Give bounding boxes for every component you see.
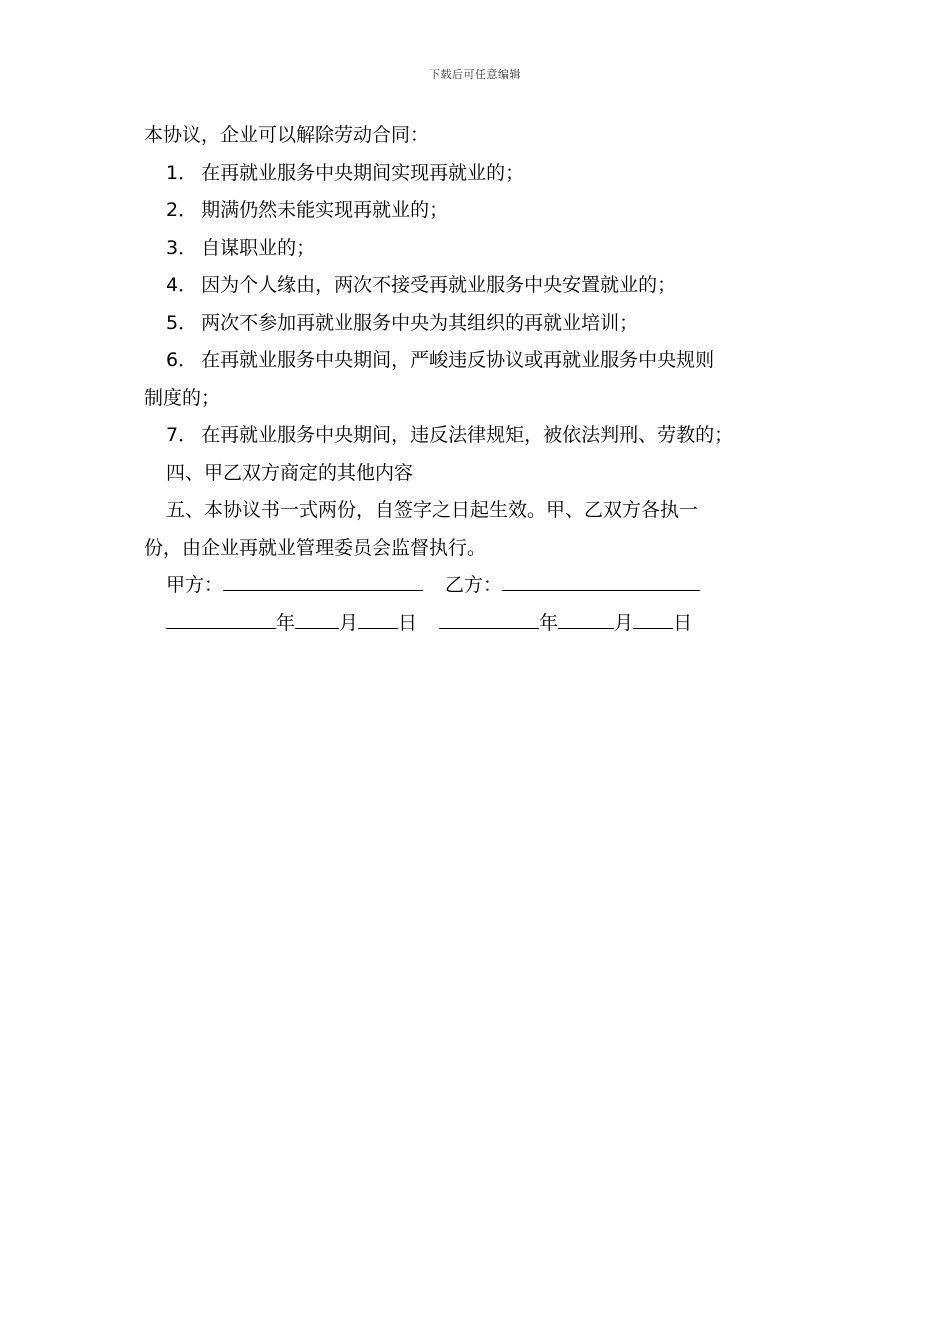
item-number: 1． (166, 161, 198, 184)
intro-line: 本协议，企业可以解除劳动合同： (144, 124, 430, 146)
day-label: 日 (398, 611, 418, 634)
item-text: 期满仍然未能实现再就业的； (201, 199, 449, 221)
item-text: 自谋职业的； (201, 236, 316, 259)
section-four: 四、甲乙双方商定的其他内容 (166, 461, 414, 484)
party-a-signature-blank[interactable] (223, 570, 423, 591)
item-number: 7． (166, 424, 198, 446)
item-number: 3． (166, 236, 198, 259)
party-b-year-blank[interactable] (439, 608, 539, 629)
signature-parties-row (144, 567, 814, 605)
party-b-day-blank[interactable] (633, 608, 673, 629)
item-number: 4． (166, 274, 198, 296)
party-a-month-blank[interactable] (295, 608, 339, 629)
item-text: 在再就业服务中央期间实现再就业的； (201, 161, 525, 184)
document-body (144, 117, 814, 642)
item-text: 两次不参加再就业服务中央为其组织的再就业培训； (201, 311, 639, 334)
party-b-month-blank[interactable] (558, 608, 614, 629)
list-item-continuation: 制度的； (144, 386, 221, 409)
year-label: 年 (539, 611, 559, 634)
section-five-line-1: 五、本协议书一式两份，自签字之日起生效。甲、乙双方各执一 (166, 499, 699, 521)
day-label: 日 (673, 611, 693, 634)
list-item (144, 267, 814, 305)
year-label: 年 (276, 611, 296, 634)
party-a-year-blank[interactable] (166, 608, 276, 629)
item-text: 在再就业服务中央期间，违反法律规矩，被依法判刑、劳教的； (201, 424, 734, 446)
party-a-label: 甲方： (166, 574, 224, 596)
list-item (144, 192, 814, 230)
section-five-line-2: 份，由企业再就业管理委员会监督执行。 (144, 536, 487, 559)
item-text: 在再就业服务中央期间，严峻违反协议或再就业服务中央规则 (201, 349, 715, 371)
month-label: 月 (339, 611, 359, 634)
month-label: 月 (614, 611, 634, 634)
list-item (144, 230, 814, 268)
list-item (144, 305, 814, 343)
item-number: 2． (166, 199, 198, 221)
item-number: 6． (166, 349, 198, 371)
party-b-signature-blank[interactable] (502, 570, 700, 591)
list-item (144, 155, 814, 193)
item-text: 因为个人缘由，两次不接受再就业服务中央安置就业的； (201, 274, 677, 296)
item-number: 5． (166, 311, 198, 334)
party-a-day-blank[interactable] (358, 608, 398, 629)
list-item (144, 342, 814, 380)
list-item (144, 417, 814, 455)
signature-date-row (144, 605, 814, 643)
header-note: 下载后可任意编辑 (429, 68, 521, 81)
party-b-label: 乙方： (445, 574, 503, 596)
